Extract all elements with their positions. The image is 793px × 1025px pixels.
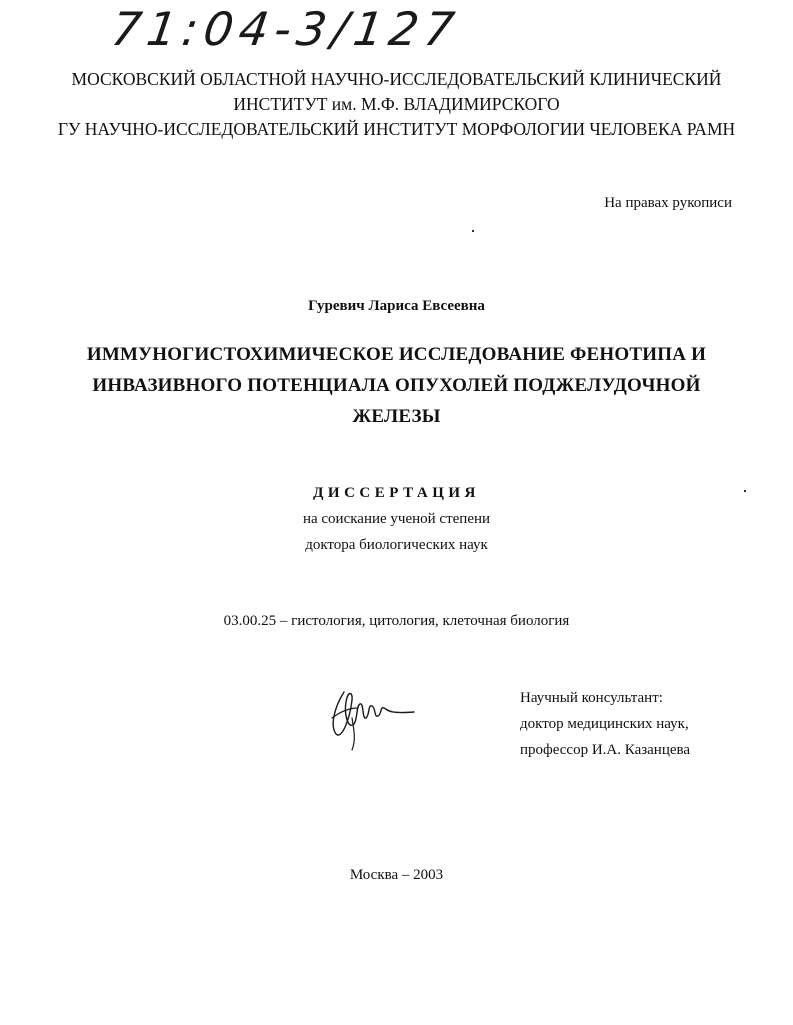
degree-line-2: доктора биологических наук (305, 537, 488, 553)
institute-line-3: ГУ НАУЧНО-ИССЛЕДОВАТЕЛЬСКИЙ ИНСТИТУТ МОРФОЛОГИИ ЧЕЛОВЕКА РАМН (57, 119, 736, 139)
manuscript-rights-note: На правах рукописи (604, 195, 732, 211)
consultant-degree: доктор медицинских наук, (520, 716, 689, 732)
specialty-code: 03.00.25 – гистология, цитология, клеточная биология (223, 613, 570, 629)
document-type: ДИССЕРТАЦИЯ (313, 485, 480, 501)
title-line-1: ИММУНОГИСТОХИМИЧЕСКОЕ ИССЛЕДОВАНИЕ ФЕНОТИПА И (86, 344, 707, 365)
consultant-name: профессор И.А. Казанцева (520, 742, 691, 758)
consultant-label: Научный консультант: (520, 690, 663, 706)
institute-line-1: МОСКОВСКИЙ ОБЛАСТНОЙ НАУЧНО-ИССЛЕДОВАТЕЛЬСКИЙ КЛИНИЧЕСКИЙ (71, 69, 722, 89)
signature-image (322, 678, 422, 758)
institute-line-2: ИНСТИТУТ им. М.Ф. ВЛАДИМИРСКОГО (233, 94, 560, 114)
author-name: Гуревич Лариса Евсеевна (308, 298, 485, 314)
scan-speck (472, 230, 474, 232)
handwritten-catalog-number: 71:04-3/127 (108, 2, 464, 56)
place-and-year: Москва – 2003 (349, 867, 444, 883)
title-line-2: ИНВАЗИВНОГО ПОТЕНЦИАЛА ОПУХОЛЕЙ ПОДЖЕЛУДОЧНОЙ (92, 375, 701, 396)
degree-line-1: на соискание ученой степени (302, 511, 491, 527)
title-line-3: ЖЕЛЕЗЫ (352, 406, 441, 427)
